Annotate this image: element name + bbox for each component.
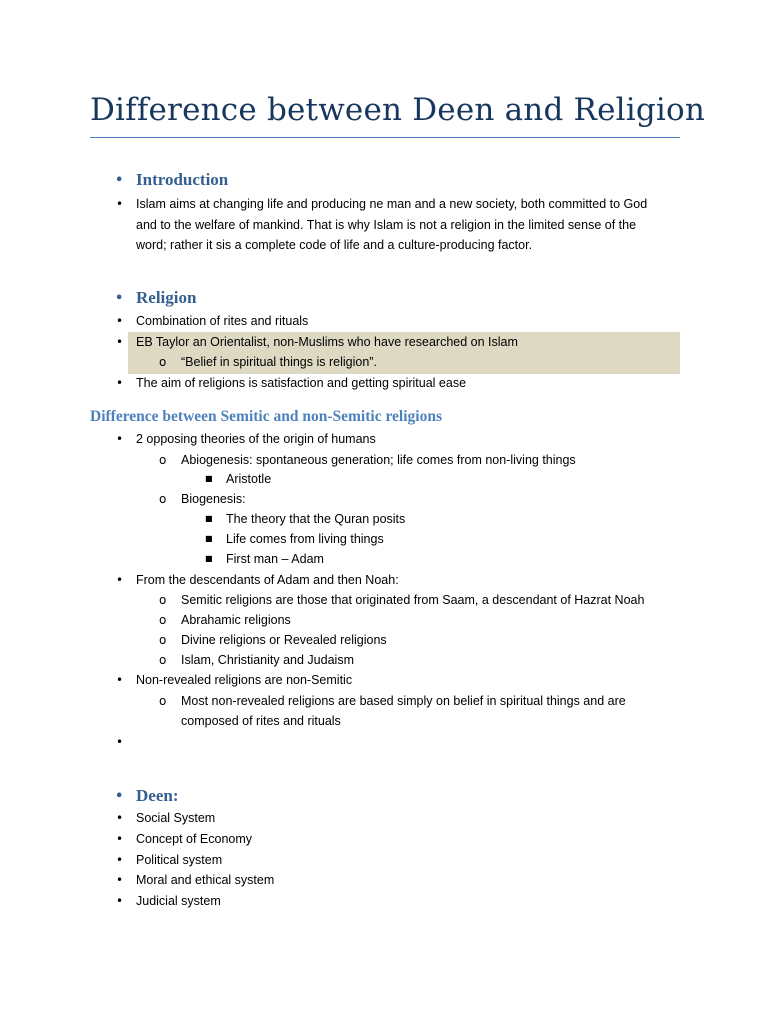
hollow-marker: o (159, 694, 167, 708)
hollow-marker: o (159, 355, 167, 369)
bullet-marker: • (116, 335, 124, 349)
bullet-marker: • (116, 873, 124, 887)
list-item: The theory that the Quran posits (226, 512, 406, 526)
section-heading-text: Deen: (136, 786, 179, 805)
list-item: “Belief in spiritual things is religion”. (181, 355, 377, 369)
section-heading-introduction (115, 170, 229, 190)
list-item: Abiogenesis: spontaneous generation; life comes from non-living things (181, 453, 576, 467)
list-item: Political system (136, 853, 223, 867)
list-item: Life comes from living things (226, 532, 384, 546)
list-item: Social System (136, 811, 216, 825)
hollow-marker: o (159, 492, 167, 506)
list-item: composed of rites and rituals (181, 714, 341, 728)
list-item: Combination of rites and rituals (136, 314, 309, 328)
list-item: Semitic religions are those that originated from Saam, a descendant of Hazrat Noah (181, 593, 645, 607)
bullet-marker: • (116, 853, 124, 867)
list-item: From the descendants of Adam and then Noah: (136, 573, 399, 587)
section-heading-text: Religion (136, 288, 197, 307)
list-item: Abrahamic religions (181, 613, 291, 627)
page-title: Difference between Deen and Religion (90, 92, 706, 128)
section-heading-text: Introduction (136, 170, 229, 189)
bullet-marker: • (116, 314, 124, 328)
heading-bullet: • (115, 291, 124, 306)
bullet-marker: • (116, 832, 124, 846)
square-marker: ■ (205, 534, 213, 543)
list-item: Non-revealed religions are non-Semitic (136, 673, 353, 687)
section-heading-deen (115, 786, 179, 806)
hollow-marker: o (159, 593, 167, 607)
heading-bullet: • (115, 173, 124, 188)
square-marker: ■ (205, 554, 213, 563)
list-item: Divine religions or Revealed religions (181, 633, 387, 647)
square-marker: ■ (205, 474, 213, 483)
list-item: Aristotle (226, 472, 272, 486)
intro-paragraph-line: and to the welfare of mankind. That is why Islam is not a religion in the limited sense of the (136, 218, 637, 232)
bullet-marker: • (116, 811, 124, 825)
intro-paragraph-line: word; rather it sis a complete code of life and a culture-producing factor. (136, 238, 533, 252)
list-item: Islam, Christianity and Judaism (181, 653, 354, 667)
list-item: First man – Adam (226, 552, 324, 566)
bullet-marker: • (116, 573, 124, 587)
bullet-marker: • (116, 376, 124, 390)
list-item: Concept of Economy (136, 832, 253, 846)
subsection-heading-semitic: Difference between Semitic and non-Semitic religions (90, 408, 442, 425)
heading-bullet: • (115, 789, 124, 804)
section-heading-religion (115, 288, 197, 308)
list-item: 2 opposing theories of the origin of humans (136, 432, 376, 446)
empty-bullet-marker: • (116, 735, 124, 749)
title-underline (90, 137, 680, 138)
hollow-marker: o (159, 653, 167, 667)
hollow-marker: o (159, 613, 167, 627)
bullet-marker: • (116, 673, 124, 687)
list-item: Judicial system (136, 894, 221, 908)
list-item: EB Taylor an Orientalist, non-Muslims who have researched on Islam (136, 335, 518, 349)
hollow-marker: o (159, 453, 167, 467)
list-item: Moral and ethical system (136, 873, 275, 887)
intro-paragraph-line: Islam aims at changing life and producing ne man and a new society, both committed to God (136, 197, 648, 211)
list-item: The aim of religions is satisfaction and getting spiritual ease (136, 376, 467, 390)
list-item: Biogenesis: (181, 492, 246, 506)
square-marker: ■ (205, 514, 213, 523)
bullet-marker: • (116, 197, 124, 211)
bullet-marker: • (116, 432, 124, 446)
list-item: Most non-revealed religions are based simply on belief in spiritual things and are (181, 694, 626, 708)
hollow-marker: o (159, 633, 167, 647)
bullet-marker: • (116, 894, 124, 908)
